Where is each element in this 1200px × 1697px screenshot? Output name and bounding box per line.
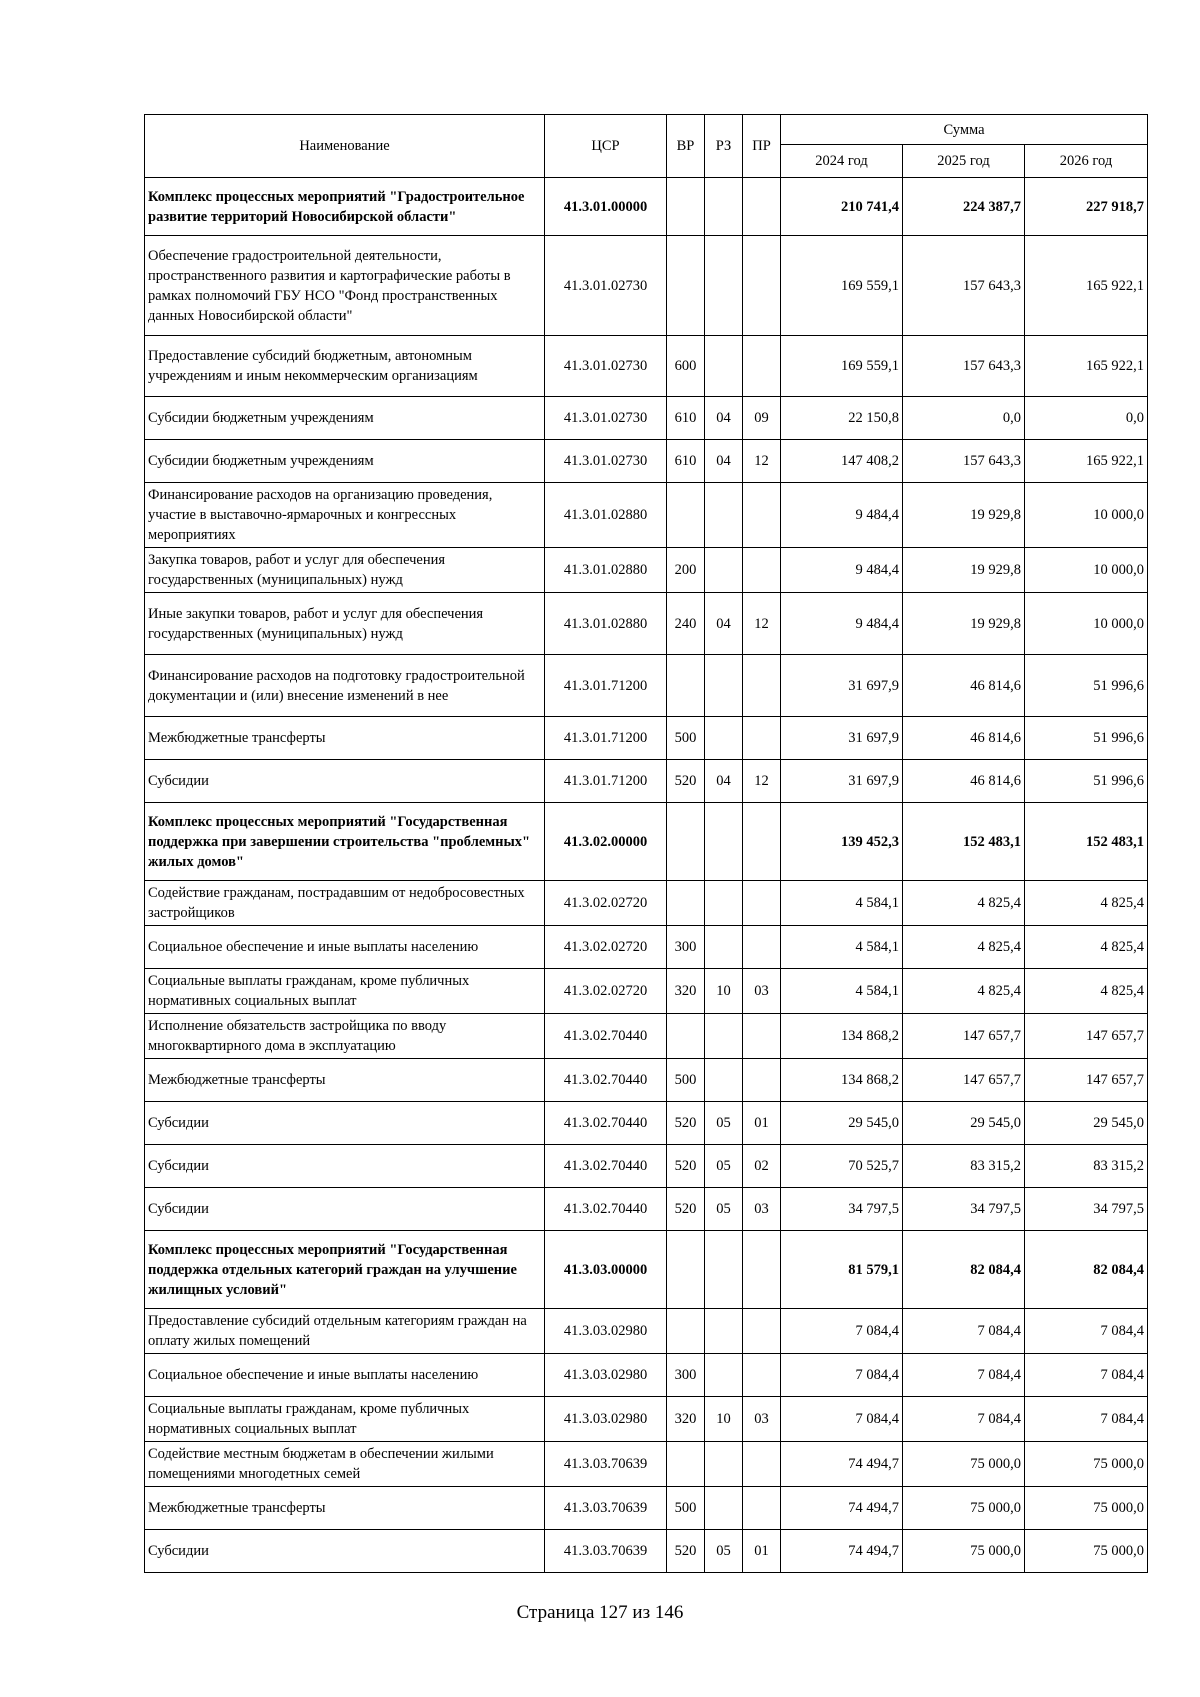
row-rz: 04 (705, 593, 743, 655)
row-sum-2024: 9 484,4 (781, 483, 903, 548)
row-vr (667, 1014, 705, 1059)
row-csr: 41.3.01.02730 (545, 336, 667, 397)
table-row (145, 483, 1148, 548)
row-csr: 41.3.03.00000 (545, 1231, 667, 1309)
row-pr (743, 548, 781, 593)
row-rz (705, 1309, 743, 1354)
row-sum-2024: 22 150,8 (781, 397, 903, 440)
row-rz (705, 1059, 743, 1102)
row-sum-2025: 7 084,4 (903, 1309, 1025, 1354)
row-sum-2025: 4 825,4 (903, 881, 1025, 926)
row-pr: 12 (743, 593, 781, 655)
row-name: Субсидии (145, 1188, 545, 1231)
row-csr: 41.3.02.70440 (545, 1188, 667, 1231)
row-sum-2025: 29 545,0 (903, 1102, 1025, 1145)
row-sum-2026: 7 084,4 (1025, 1309, 1148, 1354)
header-rz: РЗ (705, 115, 743, 178)
table-row (145, 1530, 1148, 1573)
row-rz (705, 1354, 743, 1397)
header-sum: Сумма (781, 115, 1148, 145)
row-sum-2024: 9 484,4 (781, 548, 903, 593)
row-name: Исполнение обязательств застройщика по вводу многоквартирного дома в эксплуатацию (145, 1014, 545, 1059)
row-name: Комплекс процессных мероприятий "Государственная поддержка отдельных категорий граждан на улучшение жилищных условий" (145, 1231, 545, 1309)
row-name: Финансирование расходов на подготовку градостроительной документации и (или) внесение изменений в нее (145, 655, 545, 717)
row-sum-2026: 147 657,7 (1025, 1059, 1148, 1102)
row-vr: 300 (667, 926, 705, 969)
row-sum-2026: 147 657,7 (1025, 1014, 1148, 1059)
row-rz (705, 336, 743, 397)
row-sum-2025: 46 814,6 (903, 655, 1025, 717)
row-pr (743, 1059, 781, 1102)
row-sum-2026: 75 000,0 (1025, 1487, 1148, 1530)
row-sum-2026: 82 084,4 (1025, 1231, 1148, 1309)
row-pr (743, 655, 781, 717)
row-name: Обеспечение градостроительной деятельности, пространственного развития и картографические работы в рамках полномочий ГБУ НСО "Фонд пространственных данных Новосибирской области" (145, 236, 545, 336)
row-sum-2025: 19 929,8 (903, 483, 1025, 548)
row-sum-2025: 224 387,7 (903, 178, 1025, 236)
row-sum-2024: 134 868,2 (781, 1059, 903, 1102)
row-name: Комплекс процессных мероприятий "Государственная поддержка при завершении строительства "проблемных" жилых домов" (145, 803, 545, 881)
row-sum-2024: 139 452,3 (781, 803, 903, 881)
row-vr: 610 (667, 440, 705, 483)
row-pr (743, 1309, 781, 1354)
table-row (145, 397, 1148, 440)
row-sum-2026: 51 996,6 (1025, 717, 1148, 760)
row-sum-2025: 157 643,3 (903, 236, 1025, 336)
row-sum-2024: 31 697,9 (781, 655, 903, 717)
row-csr: 41.3.02.70440 (545, 1059, 667, 1102)
row-rz (705, 1014, 743, 1059)
row-csr: 41.3.02.02720 (545, 926, 667, 969)
row-csr: 41.3.02.00000 (545, 803, 667, 881)
row-rz: 04 (705, 760, 743, 803)
row-sum-2025: 82 084,4 (903, 1231, 1025, 1309)
row-pr: 12 (743, 440, 781, 483)
header-vr: ВР (667, 115, 705, 178)
row-sum-2025: 75 000,0 (903, 1487, 1025, 1530)
row-csr: 41.3.03.70639 (545, 1487, 667, 1530)
row-rz (705, 803, 743, 881)
row-name: Предоставление субсидий отдельным категориям граждан на оплату жилых помещений (145, 1309, 545, 1354)
row-csr: 41.3.02.02720 (545, 969, 667, 1014)
header-pr: ПР (743, 115, 781, 178)
table-row (145, 1487, 1148, 1530)
row-sum-2026: 4 825,4 (1025, 881, 1148, 926)
row-sum-2025: 19 929,8 (903, 593, 1025, 655)
row-sum-2024: 169 559,1 (781, 236, 903, 336)
row-sum-2025: 4 825,4 (903, 926, 1025, 969)
row-sum-2026: 227 918,7 (1025, 178, 1148, 236)
row-sum-2024: 169 559,1 (781, 336, 903, 397)
row-sum-2025: 157 643,3 (903, 336, 1025, 397)
row-pr (743, 1354, 781, 1397)
row-sum-2024: 9 484,4 (781, 593, 903, 655)
row-rz (705, 926, 743, 969)
row-sum-2024: 81 579,1 (781, 1231, 903, 1309)
row-sum-2025: 147 657,7 (903, 1059, 1025, 1102)
row-name: Содействие местным бюджетам в обеспечении жилыми помещениями многодетных семей (145, 1442, 545, 1487)
header-2025: 2025 год (903, 145, 1025, 178)
row-name: Комплекс процессных мероприятий "Градостроительное развитие территорий Новосибирской области" (145, 178, 545, 236)
row-sum-2026: 75 000,0 (1025, 1530, 1148, 1573)
row-name: Социальное обеспечение и иные выплаты населению (145, 1354, 545, 1397)
row-sum-2025: 157 643,3 (903, 440, 1025, 483)
row-sum-2024: 134 868,2 (781, 1014, 903, 1059)
row-rz (705, 236, 743, 336)
row-rz: 05 (705, 1530, 743, 1573)
row-name: Межбюджетные трансферты (145, 1059, 545, 1102)
row-sum-2024: 4 584,1 (781, 926, 903, 969)
row-pr: 12 (743, 760, 781, 803)
row-pr (743, 926, 781, 969)
row-rz: 04 (705, 397, 743, 440)
row-csr: 41.3.01.02730 (545, 440, 667, 483)
row-sum-2025: 34 797,5 (903, 1188, 1025, 1231)
row-pr: 03 (743, 969, 781, 1014)
row-csr: 41.3.01.02880 (545, 483, 667, 548)
row-rz: 05 (705, 1145, 743, 1188)
row-name: Субсидии (145, 1102, 545, 1145)
row-name: Субсидии бюджетным учреждениям (145, 397, 545, 440)
row-sum-2025: 7 084,4 (903, 1397, 1025, 1442)
table-row (145, 1442, 1148, 1487)
row-vr: 520 (667, 1530, 705, 1573)
row-csr: 41.3.01.00000 (545, 178, 667, 236)
table-row (145, 760, 1148, 803)
row-pr (743, 881, 781, 926)
row-vr: 240 (667, 593, 705, 655)
row-vr (667, 1309, 705, 1354)
table-row (145, 1397, 1148, 1442)
row-vr (667, 655, 705, 717)
row-vr: 500 (667, 1059, 705, 1102)
row-pr: 09 (743, 397, 781, 440)
row-vr (667, 236, 705, 336)
table-row (145, 336, 1148, 397)
row-sum-2026: 10 000,0 (1025, 548, 1148, 593)
row-pr (743, 1231, 781, 1309)
table-row (145, 178, 1148, 236)
row-csr: 41.3.03.02980 (545, 1354, 667, 1397)
row-sum-2024: 34 797,5 (781, 1188, 903, 1231)
row-sum-2025: 152 483,1 (903, 803, 1025, 881)
row-sum-2026: 29 545,0 (1025, 1102, 1148, 1145)
row-csr: 41.3.01.71200 (545, 655, 667, 717)
row-rz (705, 881, 743, 926)
row-name: Социальные выплаты гражданам, кроме публичных нормативных социальных выплат (145, 969, 545, 1014)
row-rz (705, 717, 743, 760)
row-name: Субсидии (145, 760, 545, 803)
row-rz (705, 178, 743, 236)
budget-table (144, 114, 1148, 1573)
row-rz: 04 (705, 440, 743, 483)
row-vr: 600 (667, 336, 705, 397)
row-pr (743, 178, 781, 236)
row-sum-2026: 10 000,0 (1025, 483, 1148, 548)
row-sum-2025: 147 657,7 (903, 1014, 1025, 1059)
row-csr: 41.3.03.02980 (545, 1397, 667, 1442)
table-row (145, 593, 1148, 655)
row-pr (743, 717, 781, 760)
table-row (145, 969, 1148, 1014)
table-row (145, 1102, 1148, 1145)
row-sum-2026: 83 315,2 (1025, 1145, 1148, 1188)
row-vr: 500 (667, 717, 705, 760)
table-row (145, 803, 1148, 881)
table-header (145, 115, 1148, 178)
row-csr: 41.3.01.02880 (545, 548, 667, 593)
header-2026: 2026 год (1025, 145, 1148, 178)
row-sum-2026: 34 797,5 (1025, 1188, 1148, 1231)
row-csr: 41.3.02.70440 (545, 1145, 667, 1188)
row-rz (705, 1487, 743, 1530)
row-vr: 200 (667, 548, 705, 593)
row-vr: 520 (667, 1188, 705, 1231)
row-sum-2026: 165 922,1 (1025, 336, 1148, 397)
table-row (145, 440, 1148, 483)
row-name: Иные закупки товаров, работ и услуг для обеспечения государственных (муниципальных) нужд (145, 593, 545, 655)
table-row (145, 1014, 1148, 1059)
row-sum-2024: 4 584,1 (781, 881, 903, 926)
row-pr (743, 1487, 781, 1530)
row-sum-2024: 70 525,7 (781, 1145, 903, 1188)
row-name: Субсидии (145, 1530, 545, 1573)
row-sum-2025: 19 929,8 (903, 548, 1025, 593)
row-csr: 41.3.01.02880 (545, 593, 667, 655)
row-name: Субсидии (145, 1145, 545, 1188)
row-vr: 610 (667, 397, 705, 440)
row-csr: 41.3.03.70639 (545, 1442, 667, 1487)
row-sum-2026: 10 000,0 (1025, 593, 1148, 655)
row-rz (705, 655, 743, 717)
row-vr (667, 1442, 705, 1487)
row-csr: 41.3.01.02730 (545, 397, 667, 440)
row-sum-2026: 165 922,1 (1025, 440, 1148, 483)
row-pr: 02 (743, 1145, 781, 1188)
table-row (145, 1059, 1148, 1102)
row-sum-2026: 51 996,6 (1025, 760, 1148, 803)
row-sum-2025: 0,0 (903, 397, 1025, 440)
row-sum-2024: 31 697,9 (781, 760, 903, 803)
row-vr: 520 (667, 1145, 705, 1188)
table-row (145, 1354, 1148, 1397)
row-sum-2025: 7 084,4 (903, 1354, 1025, 1397)
row-pr (743, 1014, 781, 1059)
row-sum-2024: 74 494,7 (781, 1442, 903, 1487)
table-row (145, 1309, 1148, 1354)
row-sum-2024: 4 584,1 (781, 969, 903, 1014)
row-sum-2024: 31 697,9 (781, 717, 903, 760)
row-sum-2024: 7 084,4 (781, 1309, 903, 1354)
row-sum-2025: 75 000,0 (903, 1442, 1025, 1487)
table-body (145, 178, 1148, 1573)
table-row (145, 548, 1148, 593)
row-rz (705, 483, 743, 548)
row-name: Субсидии бюджетным учреждениям (145, 440, 545, 483)
header-2024: 2024 год (781, 145, 903, 178)
row-name: Финансирование расходов на организацию проведения, участие в выставочно-ярмарочных и конгрессных мероприятиях (145, 483, 545, 548)
row-sum-2025: 46 814,6 (903, 760, 1025, 803)
table-row (145, 236, 1148, 336)
row-sum-2024: 210 741,4 (781, 178, 903, 236)
row-name: Межбюджетные трансферты (145, 1487, 545, 1530)
table-row (145, 1231, 1148, 1309)
row-rz (705, 1442, 743, 1487)
row-vr: 520 (667, 760, 705, 803)
row-vr: 320 (667, 969, 705, 1014)
row-rz: 05 (705, 1188, 743, 1231)
row-pr: 01 (743, 1530, 781, 1573)
row-vr (667, 803, 705, 881)
row-vr: 500 (667, 1487, 705, 1530)
row-name: Социальное обеспечение и иные выплаты населению (145, 926, 545, 969)
row-vr (667, 178, 705, 236)
row-pr: 01 (743, 1102, 781, 1145)
row-pr: 03 (743, 1188, 781, 1231)
row-sum-2026: 75 000,0 (1025, 1442, 1148, 1487)
row-sum-2026: 7 084,4 (1025, 1354, 1148, 1397)
row-rz: 05 (705, 1102, 743, 1145)
row-csr: 41.3.01.71200 (545, 760, 667, 803)
row-sum-2025: 83 315,2 (903, 1145, 1025, 1188)
row-vr (667, 1231, 705, 1309)
row-sum-2024: 7 084,4 (781, 1354, 903, 1397)
row-vr (667, 881, 705, 926)
row-sum-2025: 46 814,6 (903, 717, 1025, 760)
row-pr (743, 336, 781, 397)
row-name: Социальные выплаты гражданам, кроме публичных нормативных социальных выплат (145, 1397, 545, 1442)
row-sum-2024: 147 408,2 (781, 440, 903, 483)
page-number: Страница 127 из 146 (516, 1602, 684, 1623)
row-pr (743, 803, 781, 881)
row-sum-2026: 165 922,1 (1025, 236, 1148, 336)
row-sum-2026: 0,0 (1025, 397, 1148, 440)
row-csr: 41.3.02.70440 (545, 1102, 667, 1145)
table-row (145, 926, 1148, 969)
row-sum-2025: 4 825,4 (903, 969, 1025, 1014)
row-csr: 41.3.01.71200 (545, 717, 667, 760)
header-csr: ЦСР (545, 115, 667, 178)
row-rz (705, 548, 743, 593)
row-sum-2026: 4 825,4 (1025, 926, 1148, 969)
row-csr: 41.3.02.70440 (545, 1014, 667, 1059)
row-csr: 41.3.03.70639 (545, 1530, 667, 1573)
row-csr: 41.3.03.02980 (545, 1309, 667, 1354)
table-row (145, 717, 1148, 760)
table-row (145, 655, 1148, 717)
row-name: Межбюджетные трансферты (145, 717, 545, 760)
row-sum-2026: 51 996,6 (1025, 655, 1148, 717)
row-rz: 10 (705, 1397, 743, 1442)
row-sum-2024: 74 494,7 (781, 1487, 903, 1530)
row-name: Содействие гражданам, пострадавшим от недобросовестных застройщиков (145, 881, 545, 926)
row-vr: 300 (667, 1354, 705, 1397)
row-sum-2024: 29 545,0 (781, 1102, 903, 1145)
table-row (145, 1188, 1148, 1231)
row-sum-2024: 74 494,7 (781, 1530, 903, 1573)
row-vr (667, 483, 705, 548)
row-sum-2024: 7 084,4 (781, 1397, 903, 1442)
row-vr: 520 (667, 1102, 705, 1145)
row-sum-2025: 75 000,0 (903, 1530, 1025, 1573)
row-name: Предоставление субсидий бюджетным, автономным учреждениям и иным некоммерческим организациям (145, 336, 545, 397)
row-sum-2026: 7 084,4 (1025, 1397, 1148, 1442)
row-rz (705, 1231, 743, 1309)
header-name: Наименование (145, 115, 545, 178)
table-row (145, 881, 1148, 926)
row-pr (743, 1442, 781, 1487)
row-pr (743, 236, 781, 336)
row-rz: 10 (705, 969, 743, 1014)
row-pr (743, 483, 781, 548)
row-pr: 03 (743, 1397, 781, 1442)
table-row (145, 1145, 1148, 1188)
row-vr: 320 (667, 1397, 705, 1442)
row-csr: 41.3.01.02730 (545, 236, 667, 336)
row-sum-2026: 152 483,1 (1025, 803, 1148, 881)
row-sum-2026: 4 825,4 (1025, 969, 1148, 1014)
row-csr: 41.3.02.02720 (545, 881, 667, 926)
row-name: Закупка товаров, работ и услуг для обеспечения государственных (муниципальных) нужд (145, 548, 545, 593)
